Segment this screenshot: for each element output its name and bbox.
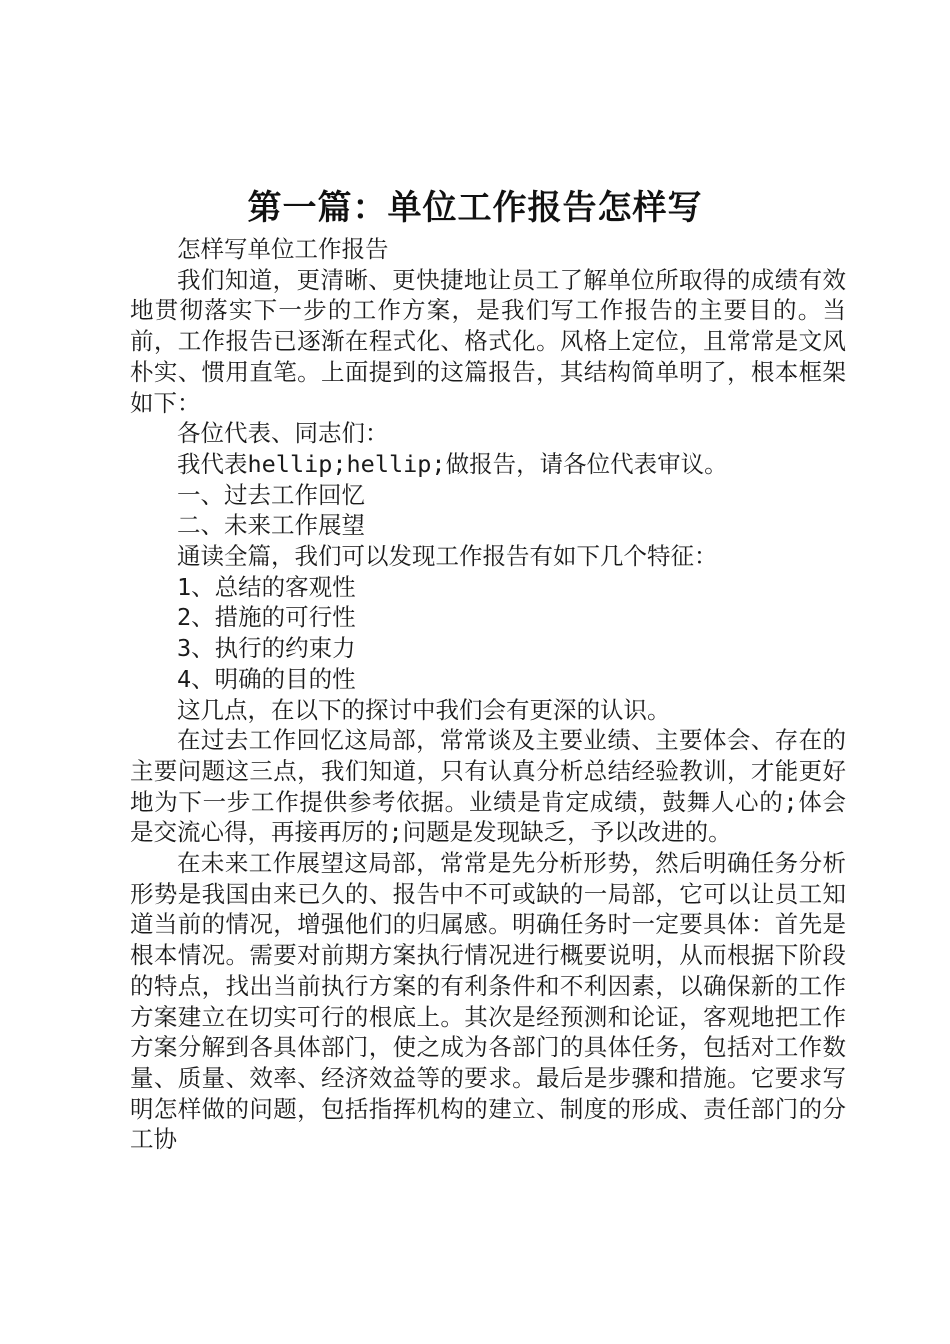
paragraph-subtitle: 怎样写单位工作报告 <box>177 235 389 263</box>
outline-item-past: 一、过去工作回忆 <box>177 480 365 509</box>
document-body <box>130 234 846 1155</box>
feature-item-4: 4、明确的目的性 <box>177 664 356 693</box>
paragraph-future-outlook: 在未来工作展望这局部，常常是先分析形势，然后明确任务分析形势是我国由来已久的、报告中不可或缺的一局部，它可以让员工知道当前的情况，增强他们的归属感。明确任务时一定要具体：首先是根本情况。需要对前期方案执行情况进行概要说明，从而根据下阶段的特点，找出当前执行方案的有利条件和不利因素，以确保新的工作方案建立在切实可行的根底上。其次是经预测和论证，客观地把工作方案分解到各具体部门，使之成为各部门的具体任务，包括对工作数量、质量、效率、经济效益等的要求。最后是步骤和措施。它要求写明怎样做的问题，包括指挥机构的建立、制度的形成、责任部门的分工协 <box>130 849 846 1154</box>
paragraph-intro: 我们知道，更清晰、更快捷地让员工了解单位所取得的成绩有效地贯彻落实下一步的工作方案，是我们写工作报告的主要目的。当前，工作报告已逐渐在程式化、格式化。风格上定位，且常常是文风朴实、惯用直笔。上面提到的这篇报告，其结构简单明了，根本框架如下： <box>130 265 846 417</box>
document-title: 第一篇：单位工作报告怎样写 <box>247 188 703 228</box>
outline-item-future: 二、未来工作展望 <box>177 511 365 540</box>
feature-item-2: 2、措施的可行性 <box>177 603 356 632</box>
paragraph-transition: 这几点，在以下的探讨中我们会有更深的认识。 <box>177 695 671 724</box>
paragraph-report-line: 我代表hellip;hellip;做报告，请各位代表审议。 <box>177 449 728 478</box>
feature-item-1: 1、总结的客观性 <box>177 572 356 601</box>
paragraph-past-review: 在过去工作回忆这局部，常常谈及主要业绩、主要体会、存在的主要问题这三点，我们知道，只有认真分析总结经验教训，才能更好地为下一步工作提供参考依据。业绩是肯定成绩，鼓舞人心的;体会是交流心得，再接再厉的;问题是发现缺乏，予以改进的。 <box>130 726 846 847</box>
feature-item-3: 3、执行的约束力 <box>177 634 356 663</box>
paragraph-salutation: 各位代表、同志们： <box>177 419 389 448</box>
paragraph-features-intro: 通读全篇，我们可以发现工作报告有如下几个特征： <box>177 542 718 571</box>
